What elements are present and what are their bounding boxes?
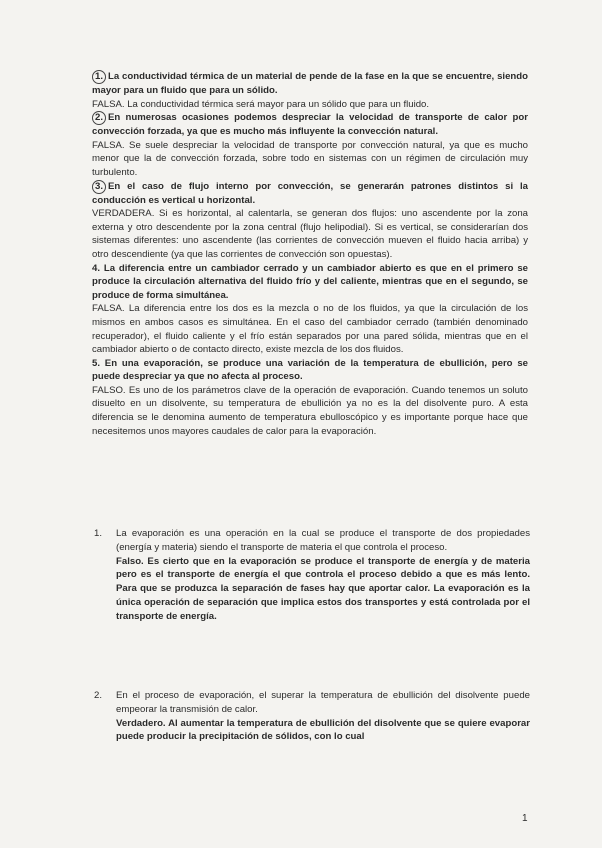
q1-number: 1. (92, 70, 106, 84)
list-item-1 (94, 527, 530, 624)
list-number-1: 1. (94, 528, 103, 539)
answer-3: VERDADERA. Si es horizontal, al calentarla, se generan dos flujos: uno ascendente por la zona externa y otro descendente por la zona central (flujo helipodial). Si es vertical, se considerarían dos sistemas diferentes: uno ascendente (las corrientes de convección mueven el fluido hacia arriba) y otro descendiente (ya que las corrientes de convección son opuestas). (92, 208, 528, 260)
question-5: 5. En una evaporación, se produce una variación de la temperatura de ebullición, pero se puede despreciar ya que no afecta al proceso. (92, 357, 528, 383)
question-3: 3. En el caso de flujo interno por convección, se generarán patrones distintos si la conducción es vertical u horizontal. (92, 180, 528, 206)
question-2: 2. En numerosas ocasiones podemos despreciar la velocidad de transporte de calor por convección forzada, ya que es mucho más influyente la convección natural. (92, 112, 528, 138)
question-1: 1. La conductividad térmica de un material de pende de la fase en la que se encuentre, siendo mayor para un fluido que para un sólido. (92, 71, 528, 96)
list-answer-1: Falso. Es cierto que en la evaporación se produce el transporte de energía y de materia pero es el transporte de energía el que controla el proceso debido a que es más lento. Para que se produzca la separación de fases hay que aportar calor. La evaporación es la única operación de separación que implica estos dos transportes y está controlada por el transporte de energía. (116, 555, 530, 622)
q2-number: 2. (92, 111, 106, 125)
answer-2: FALSA. Se suele despreciar la velocidad de transporte por convección natural, ya que es mucho menor que la de convección forzada, sobre todo en sistemas con un régimen de circulación muy turbulento. (92, 139, 528, 178)
answer-4: FALSA. La diferencia entre los dos es la mezcla o no de los fluidos, ya que la circulación de los mismos en ambos casos es simultánea. En el caso del cambiador cerrado (también denominado recuperador), el fluido caliente y el frío están separados por una pared sólida, mientras que en el cambiador abierto o de contacto directo, existe mezcla de los dos fluidos. (92, 303, 528, 356)
question-4: 4. La diferencia entre un cambiador cerrado y un cambiador abierto es que en el primero se produce la circulación alternativa del fluido frío y del caliente, mientras que en el segundo, se produce de forma simultánea. (92, 262, 528, 301)
answer-1: FALSA. La conductividad térmica será mayor para un sólido que para un fluido. (92, 98, 430, 110)
list-answer-2: Verdadero. Al aumentar la temperatura de ebullición del disolvente que se quiere evaporar puede producir la precipitación de sólidos, con lo cual (116, 717, 530, 743)
list-question-1: La evaporación es una operación en la cual se produce el transporte de dos propiedades (energía y materia) siendo el transporte de materia el que controla el proceso. (116, 528, 530, 553)
questions-block (92, 70, 528, 438)
page-number: 1 (522, 813, 528, 824)
list-item-2 (94, 689, 530, 744)
answer-5: FALSO. Es uno de los parámetros clave de la operación de evaporación. Cuando tenemos un soluto disuelto en un disolvente, su temperatura de ebullición ya no es la del disolvente puro. A esta diferencia se le denomina aumento de temperatura ebulloscópico y es importante porque hace que necesitemos unos mayores caudales de calor para la evaporación. (92, 384, 528, 437)
q3-number: 3. (92, 180, 106, 194)
list-number-2: 2. (94, 690, 103, 701)
list-question-2: En el proceso de evaporación, el superar la temperatura de ebullición del disolvente puede empeorar la transmisión de calor. (116, 690, 530, 715)
